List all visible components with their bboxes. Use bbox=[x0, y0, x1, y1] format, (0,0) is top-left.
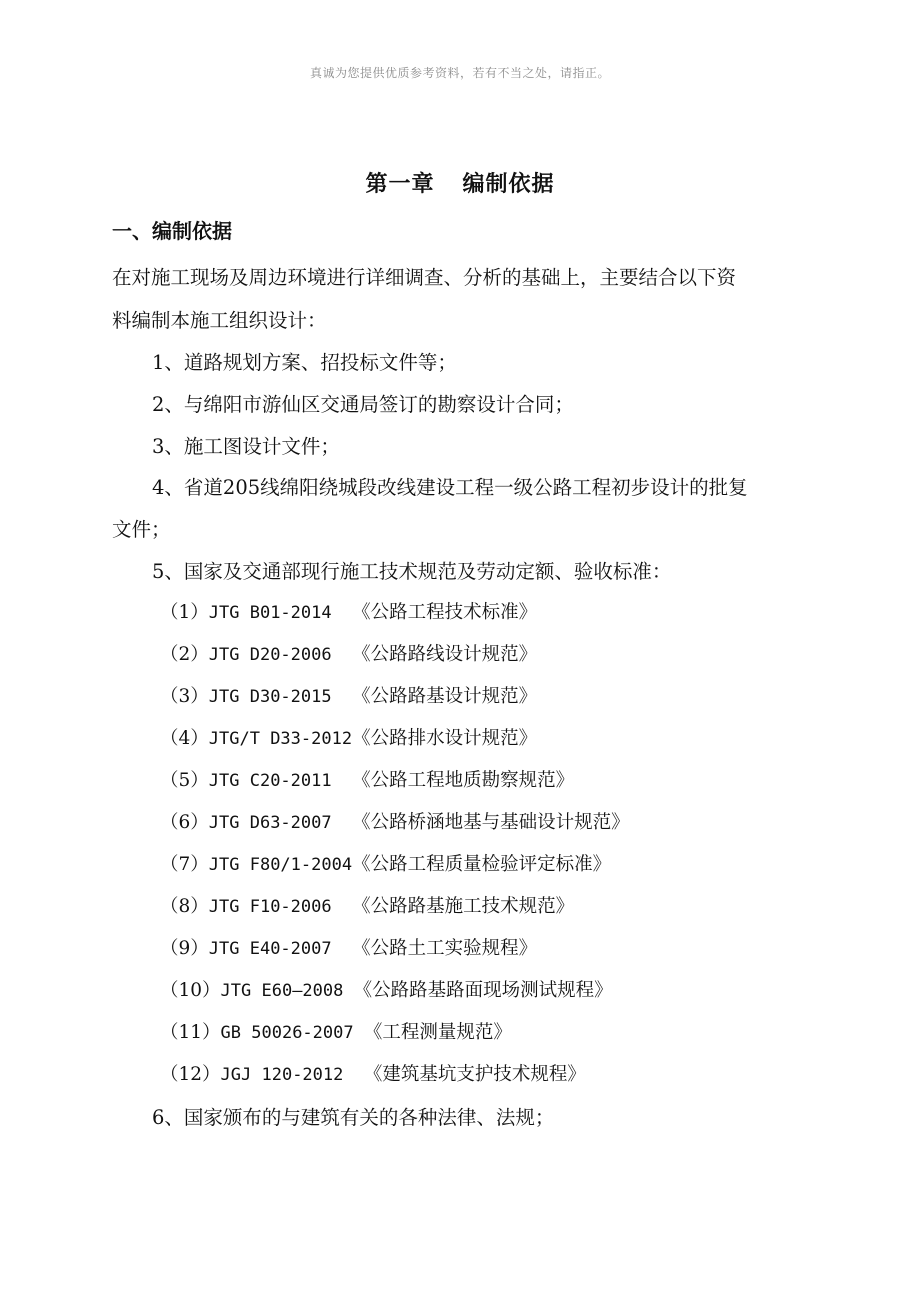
reference-code: JTG B01-2014 bbox=[208, 603, 353, 623]
chapter-title bbox=[0, 167, 920, 198]
reference-number: （8） bbox=[160, 896, 209, 917]
reference-title: 《公路工程地质勘察规范》 bbox=[352, 770, 575, 791]
chapter-name: 编制依据 bbox=[462, 171, 555, 197]
reference-number: （3） bbox=[160, 686, 209, 707]
reference-number: （6） bbox=[160, 812, 209, 833]
reference-number: （10） bbox=[160, 980, 221, 1001]
reference-number: （2） bbox=[160, 644, 209, 665]
reference-title: 《公路路线设计规范》 bbox=[352, 644, 538, 665]
reference-code: JTG D30-2015 bbox=[208, 687, 353, 707]
reference-item bbox=[160, 724, 537, 750]
reference-title: 《建筑基坑支护技术规程》 bbox=[363, 1064, 586, 1085]
intro-paragraph-line-2: 料编制本施工组织设计： bbox=[112, 309, 327, 332]
reference-title: 《公路工程技术标准》 bbox=[352, 602, 538, 623]
chapter-number: 第一章 bbox=[365, 171, 435, 197]
reference-number: （11） bbox=[160, 1022, 221, 1043]
reference-title: 《公路路基设计规范》 bbox=[352, 686, 538, 707]
reference-code: GB 50026-2007 bbox=[220, 1023, 364, 1043]
reference-item bbox=[160, 1060, 586, 1086]
reference-number: （4） bbox=[160, 728, 209, 749]
reference-title: 《公路土工实验规程》 bbox=[352, 938, 538, 959]
reference-code: JTG/T D33-2012 bbox=[208, 729, 353, 749]
page-header-note: 真诚为您提供优质参考资料，若有不当之处，请指正。 bbox=[309, 66, 610, 80]
reference-number: （5） bbox=[160, 770, 209, 791]
list-item: 3、施工图设计文件； bbox=[152, 435, 340, 458]
reference-code: JTG C20-2011 bbox=[208, 771, 353, 791]
reference-title: 《公路桥涵地基与基础设计规范》 bbox=[352, 812, 630, 833]
reference-title: 《公路路基施工技术规范》 bbox=[352, 896, 575, 917]
reference-code: JGJ 120-2012 bbox=[220, 1065, 364, 1085]
section-heading: 一、编制依据 bbox=[112, 219, 232, 243]
reference-number: （12） bbox=[160, 1064, 221, 1085]
list-item: 2、与绵阳市游仙区交通局签订的勘察设计合同； bbox=[152, 393, 574, 416]
reference-item bbox=[160, 808, 630, 834]
reference-number: （9） bbox=[160, 938, 209, 959]
reference-code: JTG D20-2006 bbox=[208, 645, 353, 665]
reference-code: JTG F10-2006 bbox=[208, 897, 353, 917]
reference-item bbox=[160, 598, 537, 624]
reference-number: （1） bbox=[160, 602, 209, 623]
reference-item bbox=[160, 934, 537, 960]
list-item-continuation: 文件； bbox=[112, 518, 171, 541]
reference-title: 《工程测量规范》 bbox=[363, 1022, 512, 1043]
reference-item bbox=[160, 640, 537, 666]
reference-item bbox=[160, 976, 613, 1002]
reference-title: 《公路工程质量检验评定标准》 bbox=[352, 854, 612, 875]
list-item: 1、道路规划方案、招投标文件等； bbox=[152, 351, 457, 374]
reference-item bbox=[160, 682, 537, 708]
reference-code: JTG D63-2007 bbox=[208, 813, 353, 833]
reference-item bbox=[160, 766, 574, 792]
reference-number: （7） bbox=[160, 854, 209, 875]
reference-title: 《公路路基路面现场测试规程》 bbox=[353, 980, 613, 1001]
reference-code: JTG F80/1-2004 bbox=[208, 855, 353, 875]
reference-item bbox=[160, 1018, 512, 1044]
reference-item bbox=[160, 892, 574, 918]
reference-code: JTG E60—2008 bbox=[220, 981, 354, 1001]
list-item: 6、国家颁布的与建筑有关的各种法律、法规； bbox=[152, 1106, 555, 1129]
reference-title: 《公路排水设计规范》 bbox=[352, 728, 538, 749]
reference-item bbox=[160, 850, 611, 876]
reference-code: JTG E40-2007 bbox=[208, 939, 353, 959]
list-item: 4、省道205线绵阳绕城段改线建设工程一级公路工程初步设计的批复 bbox=[152, 476, 748, 499]
intro-paragraph-line-1: 在对施工现场及周边环境进行详细调查、分析的基础上，主要结合以下资 bbox=[112, 266, 737, 289]
list-item: 5、国家及交通部现行施工技术规范及劳动定额、验收标准： bbox=[152, 560, 672, 583]
